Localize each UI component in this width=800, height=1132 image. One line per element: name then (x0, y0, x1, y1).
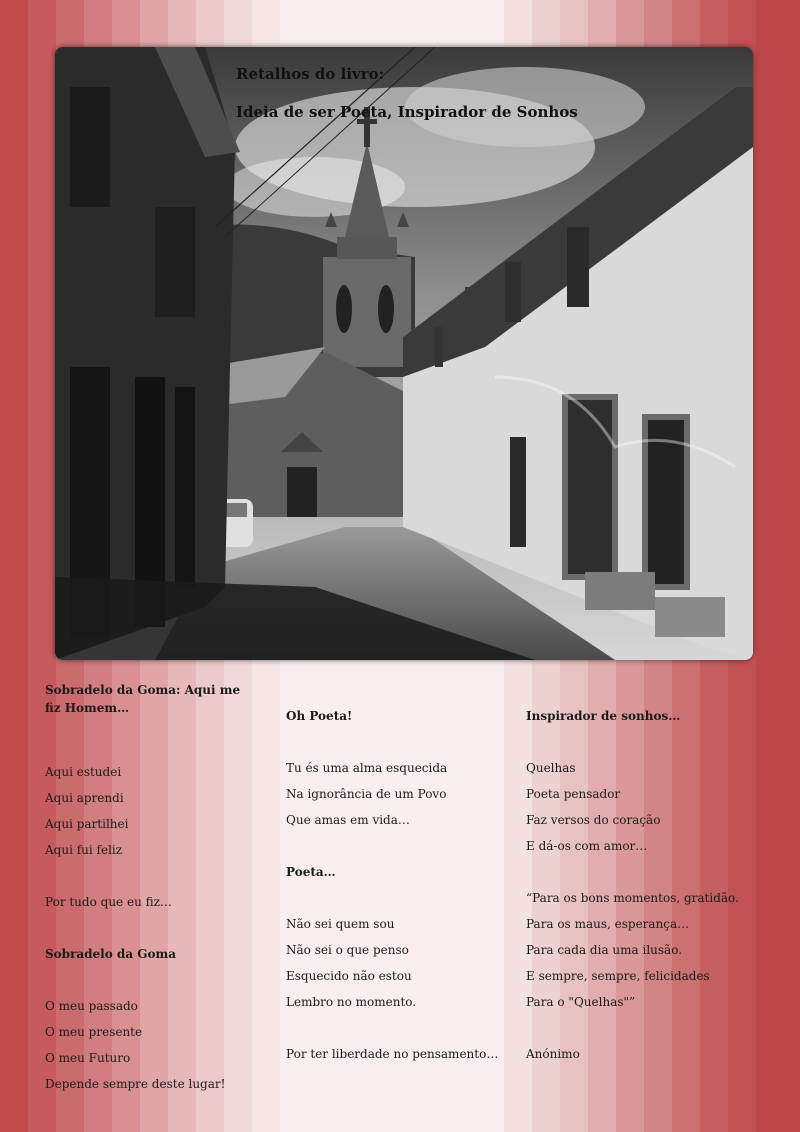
column1-line: O meu presente (45, 1025, 143, 1039)
column1-spacer (45, 863, 255, 889)
column2-heading: Oh Poeta! (286, 709, 353, 723)
column2-line: Por ter liberdade no pensamento… (286, 1047, 499, 1061)
column2-line: Na ignorância de um Povo (286, 787, 447, 801)
column1-line: Aqui fui feliz (45, 843, 123, 857)
column1-subheading: Sobradelo da Goma (45, 947, 176, 961)
column3-line: E dá-os com amor… (526, 839, 648, 853)
column1-line: O meu passado (45, 999, 138, 1013)
column3-heading: Inspirador de sonhos… (526, 709, 681, 723)
photo-title-line2: Ideia de ser Poeta, Inspirador de Sonhos (236, 103, 578, 121)
village-street-photo (55, 47, 753, 660)
column1-line: Aqui aprendi (45, 791, 124, 805)
photo-title-line1: Retalhos do livro: (236, 65, 385, 83)
column3-spacer (526, 729, 739, 755)
column2-line: Lembro no momento. (286, 995, 417, 1009)
poem-column-1 (45, 680, 255, 1097)
column1-spacer (45, 967, 255, 993)
column3-spacer (526, 1015, 739, 1041)
column3-signature: Anónimo (526, 1047, 580, 1061)
column3-line: Para cada dia uma ilusão. (526, 943, 683, 957)
column3-spacer (526, 859, 739, 885)
column2-spacer (286, 1015, 498, 1041)
column3-line: Para os maus, esperança… (526, 917, 690, 931)
column1-heading: Sobradelo da Goma: Aqui me fiz Homem… (45, 683, 241, 715)
column3-line: Poeta pensador (526, 787, 621, 801)
column3-line: Quelhas (526, 761, 576, 775)
column2-spacer (286, 833, 498, 859)
column3-line: “Para os bons momentos, gratidão. (526, 891, 739, 905)
column3-line: E sempre, sempre, felicidades (526, 969, 710, 983)
photo-illustration (55, 47, 753, 660)
column3-line: Faz versos do coração (526, 813, 661, 827)
column2-line: Não sei o que penso (286, 943, 409, 957)
column2-line: Não sei quem sou (286, 917, 395, 931)
photo-title (236, 61, 578, 137)
column1-line: Depende sempre deste lugar! (45, 1077, 226, 1091)
column2-line: Esquecido não estou (286, 969, 412, 983)
column3-line: Para o "Quelhas"” (526, 995, 636, 1009)
column2-subheading: Poeta… (286, 865, 336, 879)
column1-spacer (45, 915, 255, 941)
column1-line: Aqui estudei (45, 765, 122, 779)
column2-line: Tu és uma alma esquecida (286, 761, 448, 775)
column2-line: Que amas em vida… (286, 813, 410, 827)
poem-column-3 (526, 703, 739, 1067)
poem-column-2 (286, 703, 498, 1067)
column1-line: O meu Futuro (45, 1051, 131, 1065)
column2-spacer (286, 885, 498, 911)
column1-line: Por tudo que eu fiz… (45, 895, 172, 909)
column1-line: Aqui partilhei (45, 817, 129, 831)
column2-spacer (286, 729, 498, 755)
